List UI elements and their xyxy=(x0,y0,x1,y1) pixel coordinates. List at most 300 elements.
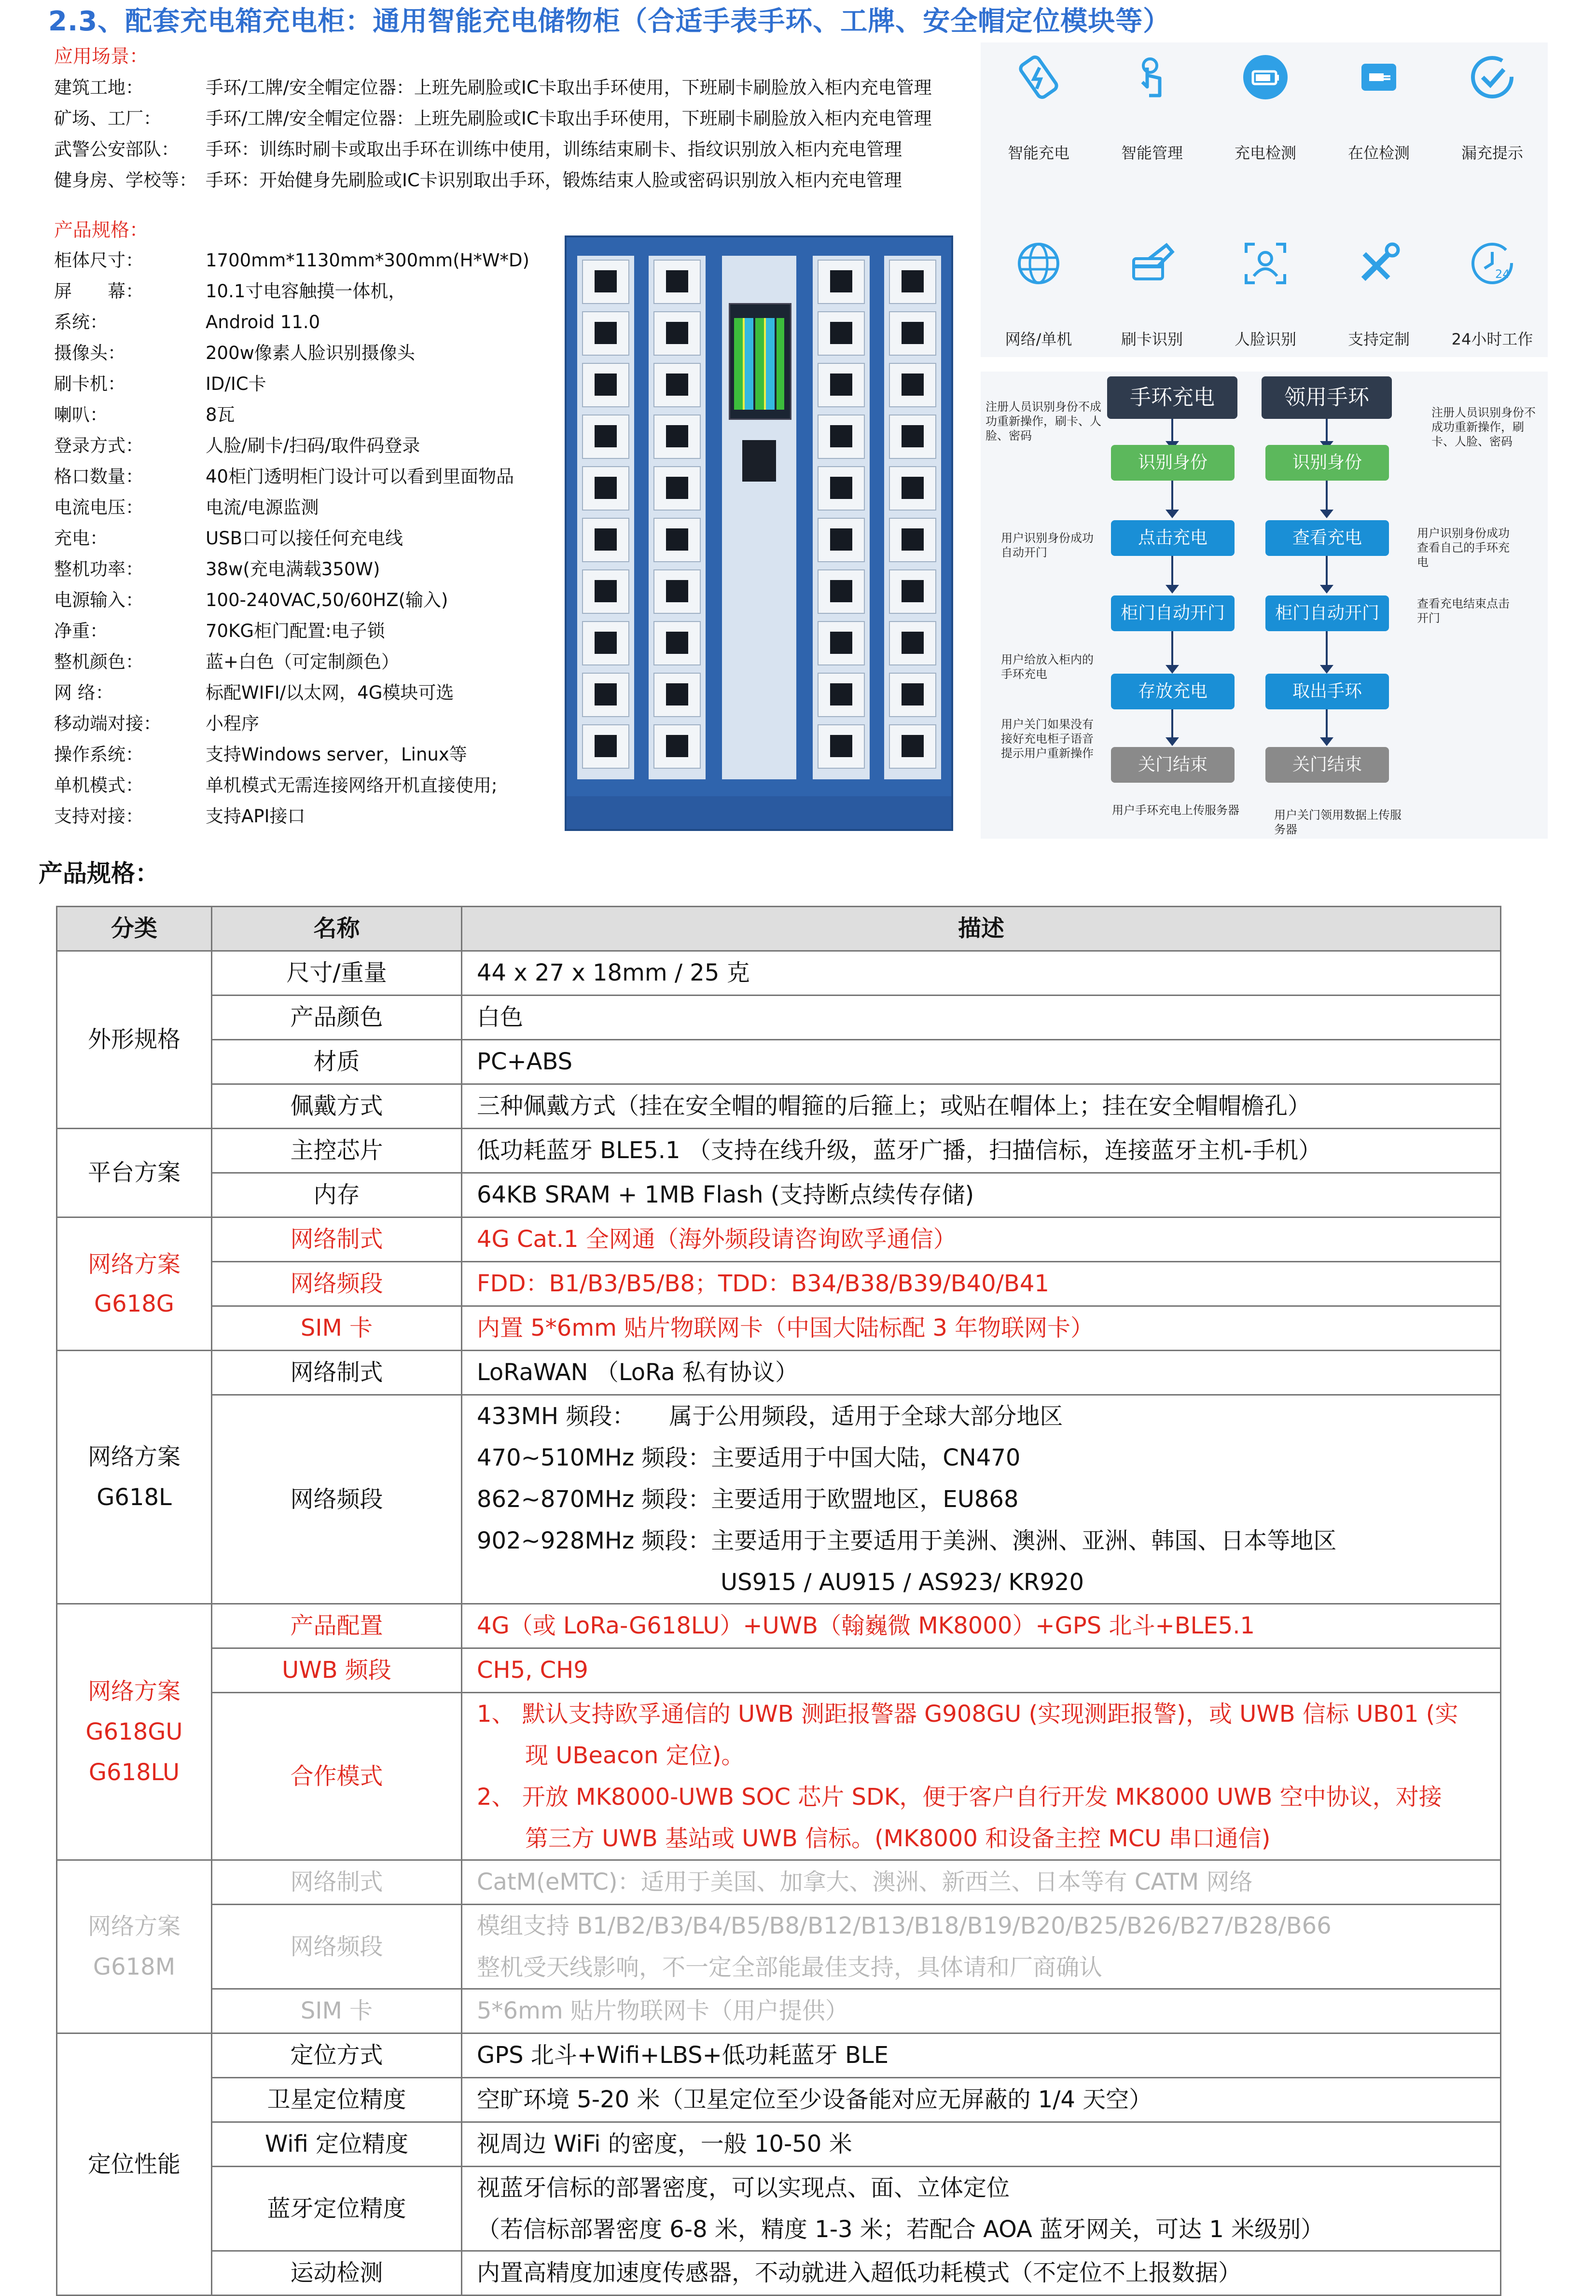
spec-label: 净重： xyxy=(54,621,108,641)
category-cell xyxy=(57,1351,212,1604)
spec-label: 柜体尺寸： xyxy=(54,250,143,271)
table-row xyxy=(57,996,1501,1040)
customize-icon xyxy=(1355,239,1403,288)
locker-door xyxy=(889,260,936,304)
locker-door xyxy=(818,311,865,356)
desc-cell: 4G Cat.1 全网通（海外频段请咨询欧孚通信） xyxy=(462,1217,1501,1262)
desc-cell: 空旷环境 5-20 米（卫星定位至少设备能对应无屏蔽的 1/4 天空） xyxy=(462,2078,1501,2122)
spec-label: 充电： xyxy=(54,528,108,549)
flow-right-step: 取出手环 xyxy=(1265,674,1389,709)
table-row xyxy=(57,951,1501,996)
category-line: 网络方案 xyxy=(87,1250,180,1278)
scenario-text: 手环：训练时刷卡或取出手环在训练中使用，训练结束刷卡、指纹识别放入柜内充电管理 xyxy=(206,139,902,160)
flow-right-step: 柜门自动开门 xyxy=(1265,595,1389,631)
locker-window xyxy=(902,528,924,551)
locker-window xyxy=(595,528,617,551)
scenario-label: 健身房、学校等： xyxy=(54,170,197,191)
locker-door xyxy=(889,518,936,562)
locker-door xyxy=(653,311,701,356)
desc-cell: 内置 5*6mm 贴片物联网卡（中国大陆标配 3 年物联网卡） xyxy=(462,1306,1501,1351)
spec-label: 刷卡机： xyxy=(54,373,125,394)
category-cell: 定位性能 xyxy=(57,2033,212,2296)
name-cell: 产品颜色 xyxy=(212,996,462,1040)
desc-line xyxy=(477,1396,1500,1437)
locker-door xyxy=(653,363,701,407)
touch-screen xyxy=(729,303,791,420)
name-cell: 蓝牙定位精度 xyxy=(212,2167,462,2251)
spec-value: 10.1寸电容触摸一体机， xyxy=(206,281,406,302)
desc-cell: 64KB SRAM + 1MB Flash (支持断点续传存储) xyxy=(462,1173,1501,1217)
card-icon xyxy=(1128,239,1176,288)
table-header-row xyxy=(57,907,1501,951)
table-row xyxy=(57,1604,1501,1648)
scenarios-heading: 应用场景： xyxy=(54,46,149,68)
locker-window xyxy=(595,425,617,447)
column-header: 分类 xyxy=(57,907,212,951)
flow-left-note: 用户关门如果没有接好充电柜子语音提示用户重新操作 xyxy=(1001,718,1094,760)
locker-door xyxy=(582,311,629,356)
table-row xyxy=(57,1306,1501,1351)
globe-icon xyxy=(1014,239,1063,288)
desc-line: 视蓝牙信标的部署密度，可以实现点、面、立体定位 xyxy=(477,2174,1010,2201)
name-cell: 内存 xyxy=(212,1173,462,1217)
locker-door xyxy=(653,466,701,511)
locker-window xyxy=(595,735,617,757)
flow-left-note: 用户手环充电上传服务器 xyxy=(1112,803,1239,817)
table-row xyxy=(57,1905,1501,1989)
table-row xyxy=(57,1040,1501,1084)
spec-value: 单机模式无需连接网络开机直接使用; xyxy=(206,775,498,796)
flow-left-note: 用户给放入柜内的手环充电 xyxy=(1001,653,1094,681)
category-line: 网络方案 xyxy=(87,1678,180,1705)
spec-label: 摄像头： xyxy=(54,343,125,363)
locker-window xyxy=(830,528,852,551)
desc-cell: CH5, CH9 xyxy=(462,1648,1501,1693)
spec-value: 200w像素人脸识别摄像头 xyxy=(206,343,415,363)
locker-window xyxy=(902,632,924,654)
desc-cell xyxy=(462,1905,1501,1989)
spec-value: Android 11.0 xyxy=(206,312,320,332)
spec-label: 电流电压： xyxy=(54,497,143,518)
name-cell: 网络制式 xyxy=(212,1860,462,1905)
cabinet-image xyxy=(565,235,953,831)
spec-value: 100-240VAC,50/60HZ(输入) xyxy=(206,590,448,610)
table-row xyxy=(57,1217,1501,1262)
locker-door xyxy=(582,415,629,459)
locker-door xyxy=(582,724,629,769)
feature-item xyxy=(1323,48,1434,188)
desc-cell: FDD：B1/B3/B5/B8；TDD：B34/B38/B39/B40/B41 xyxy=(462,1262,1501,1306)
locker-window xyxy=(666,632,688,654)
feature-item xyxy=(1210,235,1321,374)
name-cell: 合作模式 xyxy=(212,1693,462,1860)
name-cell: 定位方式 xyxy=(212,2033,462,2078)
table-row xyxy=(57,1173,1501,1217)
desc-line: 第三方 UWB 基站或 UWB 信标。(MK8000 和设备主控 MCU 串口通信) xyxy=(525,1825,1271,1852)
table-row xyxy=(57,2251,1501,2296)
name-cell: 尺寸/重量 xyxy=(212,951,462,996)
svg-text:24: 24 xyxy=(1495,267,1510,281)
locker-door xyxy=(653,569,701,614)
feature-caption: 24小时工作 xyxy=(1451,330,1533,348)
flow-right-title: 领用手环 xyxy=(1262,376,1392,419)
locker-door xyxy=(889,311,936,356)
spec-label: 整机功率： xyxy=(54,559,143,580)
name-cell: 网络制式 xyxy=(212,1351,462,1395)
locker-window xyxy=(666,322,688,344)
flow-left-title: 手环充电 xyxy=(1107,376,1237,419)
table-row xyxy=(57,2122,1501,2167)
flow-left-step: 识别身份 xyxy=(1111,445,1235,481)
category-line: G618L xyxy=(97,1484,172,1511)
locker-door xyxy=(889,673,936,717)
table-row xyxy=(57,1129,1501,1173)
desc-cell: 内置高精度加速度传感器，不动就进入超低功耗模式（不定位不上报数据） xyxy=(462,2251,1501,2296)
scenario-label: 矿场、工厂： xyxy=(54,108,161,129)
feature-item xyxy=(1323,235,1434,374)
spec-label: 操作系统： xyxy=(54,744,143,765)
name-cell: 网络频段 xyxy=(212,1905,462,1989)
desc-line: （若信标部署密度 6-8 米，精度 1-3 米；若配合 AOA 蓝牙网关，可达 1 米级别） xyxy=(477,2216,1324,2243)
flow-arrow xyxy=(1171,481,1173,511)
flow-left-step: 关门结束 xyxy=(1111,747,1235,783)
desc-cell xyxy=(462,1693,1501,1860)
face-scan-icon xyxy=(1241,239,1290,288)
flow-right-note: 用户关门领用数据上传服务器 xyxy=(1274,808,1402,836)
locker-window xyxy=(595,632,617,654)
desc-cell xyxy=(462,2167,1501,2251)
desc-cell: 白色 xyxy=(462,996,1501,1040)
spec-label: 网 络： xyxy=(54,682,113,703)
scenario-text: 手环/工牌/安全帽定位器：上班先刷脸或IC卡取出手环使用，下班刷卡刷脸放入柜内充电管理 xyxy=(206,108,932,129)
name-cell: 网络频段 xyxy=(212,1262,462,1306)
feature-item xyxy=(983,235,1094,374)
spec-value: 70KG柜门配置:电子锁 xyxy=(206,621,385,641)
desc-cell: 44 x 27 x 18mm / 25 克 xyxy=(462,951,1501,996)
locker-door xyxy=(889,363,936,407)
locker-window xyxy=(902,322,924,344)
flow-arrow xyxy=(1326,709,1328,738)
flow-left-step: 点击充电 xyxy=(1111,520,1235,556)
locker-window xyxy=(595,322,617,344)
locker-door xyxy=(582,518,629,562)
column-header: 描述 xyxy=(462,907,1501,951)
flow-right-step: 识别身份 xyxy=(1265,445,1389,481)
locker-door xyxy=(653,724,701,769)
feature-caption: 充电检测 xyxy=(1234,144,1296,162)
desc-line: 470~510MHz 频段：主要适用于中国大陆，CN470 xyxy=(477,1444,1021,1471)
desc-cell: CatM(eMTC)：适用于美国、加拿大、澳洲、新西兰、日本等有 CATM 网络 xyxy=(462,1860,1501,1905)
spec-value: 8瓦 xyxy=(206,404,235,425)
locker-window xyxy=(830,270,852,292)
desc-line: US915 / AU915 / AS923/ KR920 xyxy=(721,1569,1084,1596)
name-cell: 产品配置 xyxy=(212,1604,462,1648)
desc-cell xyxy=(462,1395,1501,1604)
locker-door xyxy=(653,621,701,665)
locker-window xyxy=(666,373,688,396)
flow-arrow xyxy=(1171,631,1173,666)
flow-left-note: 用户识别身份成功自动开门 xyxy=(1001,531,1094,559)
name-cell: 卫星定位精度 xyxy=(212,2078,462,2122)
locker-window xyxy=(666,735,688,757)
scenario-label: 武警公安部队： xyxy=(54,139,179,160)
locker-door xyxy=(818,724,865,769)
check-icon xyxy=(1468,53,1516,101)
locker-column xyxy=(577,256,634,779)
locker-door xyxy=(889,415,936,459)
feature-item xyxy=(1437,235,1548,374)
spec-value: USB口可以接任何充电线 xyxy=(206,528,403,549)
locker-window xyxy=(830,322,852,344)
locker-door xyxy=(653,518,701,562)
locker-door xyxy=(653,260,701,304)
desc-cell: 低功耗蓝牙 BLE5.1 （支持在线升级，蓝牙广播，扫描信标，连接蓝牙主机-手机） xyxy=(462,1129,1501,1173)
locker-window xyxy=(666,580,688,602)
table-row xyxy=(57,1262,1501,1306)
desc-line: 902~928MHz 频段：主要适用于主要适用于美洲、澳洲、亚洲、韩国、日本等地区 xyxy=(477,1527,1337,1554)
smart-manage-icon xyxy=(1128,53,1176,101)
desc-line: 862~870MHz 频段：主要适用于欧盟地区，EU868 xyxy=(477,1486,1019,1513)
locker-door xyxy=(582,569,629,614)
spec-label: 移动端对接： xyxy=(54,713,161,734)
spec-label: 电源输入： xyxy=(54,590,143,610)
locker-door xyxy=(818,569,865,614)
feature-item xyxy=(1210,48,1321,188)
flow-arrow xyxy=(1326,631,1328,666)
spec-value: 1700mm*1130mm*300mm(H*W*D) xyxy=(206,250,529,271)
table-row xyxy=(57,1648,1501,1693)
table-row xyxy=(57,1860,1501,1905)
spec-value: 支持API接口 xyxy=(206,806,305,827)
feature-item xyxy=(1437,48,1548,188)
locker-column xyxy=(649,256,706,779)
locker-window xyxy=(595,477,617,499)
flowchart-panel xyxy=(981,372,1548,839)
feature-caption: 漏充提示 xyxy=(1461,144,1523,162)
locker-door xyxy=(582,673,629,717)
locker-window xyxy=(830,580,852,602)
table-row xyxy=(57,1351,1501,1395)
desc-line: 模组支持 B1/B2/B3/B4/B5/B8/B12/B13/B18/B19/B20/B25/B26/B27/B28/B66 xyxy=(477,1912,1332,1939)
table-row xyxy=(57,1395,1501,1604)
desc-cell: 视周边 WiFi 的密度，一般 10-50 米 xyxy=(462,2122,1501,2167)
feature-caption: 支持定制 xyxy=(1347,330,1410,348)
flow-arrow xyxy=(1171,419,1173,442)
table-row xyxy=(57,1693,1501,1860)
feature-item xyxy=(1096,48,1207,188)
clock-24-icon xyxy=(1468,239,1516,288)
desc-cell: LoRaWAN （LoRa 私有协议） xyxy=(462,1351,1501,1395)
locker-window xyxy=(666,683,688,705)
locker-door xyxy=(889,621,936,665)
feature-item xyxy=(983,48,1094,188)
locker-door xyxy=(818,260,865,304)
locker-window xyxy=(902,735,924,757)
locker-window xyxy=(902,373,924,396)
locker-door xyxy=(653,673,701,717)
cabinet-base xyxy=(567,796,951,829)
spec-value: 标配WIFI/以太网，4G模块可选 xyxy=(206,682,454,703)
spec-table xyxy=(56,906,1501,2296)
locker-window xyxy=(830,632,852,654)
name-cell: SIM 卡 xyxy=(212,1306,462,1351)
category-cell xyxy=(57,1860,212,2033)
desc-line: 整机受天线影响，不一定全部能最佳支持，具体请和厂商确认 xyxy=(477,1954,1103,1981)
spec-label: 系统： xyxy=(54,312,108,332)
locker-window xyxy=(595,373,617,396)
name-cell: 运动检测 xyxy=(212,2251,462,2296)
flow-arrow xyxy=(1326,419,1328,442)
scenario-text: 手环：开始健身先刷脸或IC卡识别取出手环，锻炼结束人脸或密码识别放入柜内充电管理 xyxy=(206,170,902,191)
locker-door xyxy=(818,363,865,407)
spec-label: 登录方式： xyxy=(54,435,143,456)
name-cell: 网络制式 xyxy=(212,1217,462,1262)
name-cell: SIM 卡 xyxy=(212,1989,462,2033)
category-line: 网络方案 xyxy=(87,1913,180,1940)
category-cell xyxy=(57,1217,212,1351)
spec-label: 屏 幕： xyxy=(54,281,143,302)
desc-text: 属于公用频段，适用于全球大部分地区 xyxy=(669,1403,1063,1430)
flow-right-note: 查看充电结束点击开门 xyxy=(1417,597,1510,625)
flow-left-step: 存放充电 xyxy=(1111,674,1235,709)
locker-window xyxy=(666,528,688,551)
locker-window xyxy=(902,270,924,292)
category-line: G618GU xyxy=(85,1718,183,1745)
flow-right-note: 注册人员识别身份不成功重新操作，刷卡、人脸、密码 xyxy=(1431,406,1536,448)
feature-caption: 网络/单机 xyxy=(1005,330,1072,348)
locker-door xyxy=(582,260,629,304)
table-row xyxy=(57,2078,1501,2122)
name-cell: UWB 频段 xyxy=(212,1648,462,1693)
desc-line: 现 UBeacon 定位)。 xyxy=(525,1742,745,1769)
spec-value: 人脸/刷卡/扫码/取件码登录 xyxy=(206,435,420,456)
flow-left-step: 柜门自动开门 xyxy=(1111,595,1235,631)
locker-window xyxy=(830,683,852,705)
category-line: G618M xyxy=(93,1953,176,1980)
flow-right-step: 查看充电 xyxy=(1265,520,1389,556)
desc-cell: 三种佩戴方式（挂在安全帽的帽箍的后箍上；或贴在帽体上；挂在安全帽帽檐孔） xyxy=(462,1084,1501,1129)
feature-item xyxy=(1096,235,1207,374)
locker-window xyxy=(902,425,924,447)
locker-door xyxy=(889,466,936,511)
feature-caption: 人脸识别 xyxy=(1234,330,1296,348)
spec-label: 喇叭： xyxy=(54,404,108,425)
name-cell: 材质 xyxy=(212,1040,462,1084)
flow-arrow xyxy=(1326,556,1328,586)
feature-caption: 刷卡识别 xyxy=(1121,330,1183,348)
locker-door xyxy=(582,466,629,511)
locker-column xyxy=(884,256,941,779)
table-row xyxy=(57,2167,1501,2251)
flow-right-note: 用户识别身份成功查看自己的手环充电 xyxy=(1417,526,1510,569)
locker-door xyxy=(582,363,629,407)
locker-door xyxy=(818,518,865,562)
spec-value: 小程序 xyxy=(206,713,259,734)
spec-value: 40柜门透明柜门设计可以看到里面物品 xyxy=(206,466,514,487)
desc-cell: GPS 北斗+Wifi+LBS+低功耗蓝牙 BLE xyxy=(462,2033,1501,2078)
column-header: 名称 xyxy=(212,907,462,951)
locker-window xyxy=(666,270,688,292)
locker-window xyxy=(666,425,688,447)
flow-arrow xyxy=(1326,481,1328,511)
name-cell: 网络频段 xyxy=(212,1395,462,1604)
category-line: G618G xyxy=(94,1290,174,1317)
spec-value: 蓝+白色（可定制颜色） xyxy=(206,651,400,672)
locker-window xyxy=(830,735,852,757)
spec-value: ID/IC卡 xyxy=(206,373,266,394)
locker-window xyxy=(830,373,852,396)
spec-label: 支持对接： xyxy=(54,806,143,827)
locker-door xyxy=(889,724,936,769)
desc-line: 1、 默认支持欧孚通信的 UWB 测距报警器 G908GU (实现测距报警)，或 UWB 信标 UB01 (实 xyxy=(477,1701,1458,1728)
spec-value: 38w(充电满载350W) xyxy=(206,559,380,580)
spec-label: 单机模式： xyxy=(54,775,143,796)
table-row xyxy=(57,1989,1501,2033)
flow-right-step: 关门结束 xyxy=(1265,747,1389,783)
locker-window xyxy=(902,477,924,499)
spec-value: 支持Windows server，Linux等 xyxy=(206,744,467,765)
smart-charge-icon xyxy=(1014,53,1063,101)
flow-arrow xyxy=(1171,709,1173,738)
desc-text: 433MH 频段： xyxy=(477,1403,636,1430)
locker-window xyxy=(595,683,617,705)
feature-caption: 在位检测 xyxy=(1347,144,1410,162)
feature-caption: 智能管理 xyxy=(1121,144,1183,162)
cabinet-specs-heading: 产品规格： xyxy=(54,220,149,241)
section-title: 2.3、配套充电箱充电柜：通用智能充电储物柜（合适手表手环、工牌、安全帽定位模块等） xyxy=(48,6,1171,37)
plug-icon xyxy=(1355,53,1403,101)
locker-door xyxy=(653,415,701,459)
category-cell xyxy=(57,1604,212,1860)
table-row xyxy=(57,1084,1501,1129)
table-row xyxy=(57,2033,1501,2078)
desc-line: 2、 开放 MK8000-UWB SOC 芯片 SDK，便于客户自行开发 MK8000 UWB 空中协议，对接 xyxy=(477,1784,1442,1811)
spec-label: 格口数量： xyxy=(54,466,143,487)
feature-panel xyxy=(981,42,1548,357)
battery-icon xyxy=(1241,53,1290,101)
spec-value: 电流/电源监测 xyxy=(206,497,319,518)
desc-cell: 5*6mm 贴片物联网卡（用户提供） xyxy=(462,1989,1501,2033)
locker-door xyxy=(818,673,865,717)
flow-arrow xyxy=(1171,556,1173,586)
category-cell: 平台方案 xyxy=(57,1129,212,1217)
flow-left-note: 注册人员识别身份不成功重新操作，刷卡、人脸、密码 xyxy=(985,400,1101,443)
card-reader xyxy=(742,440,776,482)
locker-door xyxy=(889,569,936,614)
table-heading: 产品规格： xyxy=(39,859,159,887)
name-cell: Wifi 定位精度 xyxy=(212,2122,462,2167)
locker-window xyxy=(595,270,617,292)
spec-label: 整机颜色： xyxy=(54,651,143,672)
scenario-text: 手环/工牌/安全帽定位器：上班先刷脸或IC卡取出手环使用，下班刷卡刷脸放入柜内充电管理 xyxy=(206,77,932,98)
locker-window xyxy=(902,683,924,705)
locker-window xyxy=(830,425,852,447)
name-cell: 主控芯片 xyxy=(212,1129,462,1173)
name-cell: 佩戴方式 xyxy=(212,1084,462,1129)
locker-door xyxy=(582,621,629,665)
category-line: 网络方案 xyxy=(87,1443,180,1470)
locker-window xyxy=(595,580,617,602)
category-cell: 外形规格 xyxy=(57,951,212,1129)
locker-column xyxy=(813,256,870,779)
feature-caption: 智能充电 xyxy=(1007,144,1069,162)
locker-door xyxy=(818,621,865,665)
category-line: G618LU xyxy=(88,1759,180,1786)
desc-cell: 4G（或 LoRa-G618LU）+UWB（翰巍微 MK8000）+GPS 北斗+BLE5.1 xyxy=(462,1604,1501,1648)
locker-window xyxy=(830,477,852,499)
locker-window xyxy=(666,477,688,499)
cabinet-control-panel xyxy=(722,256,796,779)
